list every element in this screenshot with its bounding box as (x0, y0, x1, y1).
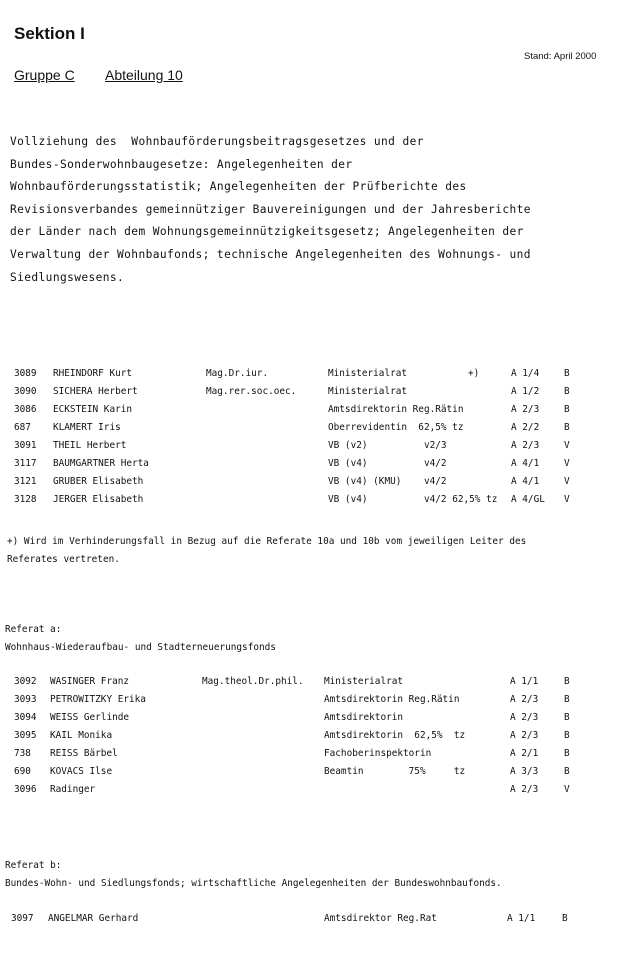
referat-a-label: Referat a: (5, 624, 62, 635)
staff-name: RHEINDORF Kurt (53, 368, 133, 379)
staff-grade: A 2/3 (511, 440, 540, 451)
staff-type: V (564, 494, 570, 505)
staff-name: REISS Bärbel (50, 748, 118, 759)
staff-function: VB (v2) (328, 440, 368, 451)
staff-function: Oberrevidentin 62,5% tz (328, 422, 464, 433)
staff-name: GRUBER Elisabeth (53, 476, 144, 487)
staff-extra: v4/2 62,5% tz (424, 494, 498, 505)
staff-type: B (564, 712, 570, 723)
staff-function: Ministerialrat (328, 368, 408, 379)
staff-type: B (564, 676, 570, 687)
group-heading: Gruppe C (14, 67, 75, 83)
staff-name: PETROWITZKY Erika (50, 694, 146, 705)
description-line: Wohnbauförderungsstatistik; Angelegenheiten der Prüfberichte des (10, 180, 467, 194)
staff-table-referat-a (0, 676, 634, 802)
status-date: Stand: April 2000 (524, 51, 597, 62)
staff-grade: A 2/1 (510, 748, 539, 759)
staff-row (0, 476, 634, 494)
staff-grade: A 4/1 (511, 476, 540, 487)
staff-row (0, 766, 634, 784)
staff-row (0, 676, 634, 694)
staff-row (0, 748, 634, 766)
staff-number: 3094 (14, 712, 37, 723)
staff-table-main (0, 368, 634, 512)
referat-b-label: Referat b: (5, 860, 62, 871)
staff-grade: A 1/1 (507, 913, 536, 924)
staff-number: 3128 (14, 494, 37, 505)
description-line: Verwaltung der Wohnbaufonds; technische Angelegenheiten des Wohnungs- und (10, 247, 531, 261)
staff-type: B (564, 694, 570, 705)
department-heading: Abteilung 10 (105, 67, 183, 83)
staff-row (0, 368, 634, 386)
staff-type: V (564, 476, 570, 487)
staff-grade: A 2/3 (510, 712, 539, 723)
staff-number: 3096 (14, 784, 37, 795)
staff-row (0, 440, 634, 458)
staff-grade: A 4/1 (511, 458, 540, 469)
staff-name: ANGELMAR Gerhard (48, 913, 139, 924)
staff-function: Ministerialrat (324, 676, 404, 687)
staff-type: B (564, 748, 570, 759)
staff-number: 3097 (11, 913, 34, 924)
staff-name: ECKSTEIN Karin (53, 404, 133, 415)
staff-number: 3091 (14, 440, 37, 451)
staff-row (0, 386, 634, 404)
staff-type: B (564, 422, 570, 433)
staff-name: Radinger (50, 784, 96, 795)
staff-extra: v4/2 (424, 458, 447, 469)
staff-grade: A 3/3 (510, 766, 539, 777)
staff-number: 3086 (14, 404, 37, 415)
responsibility-description (10, 131, 610, 289)
staff-name: KLAMERT Iris (53, 422, 121, 433)
staff-grade: A 2/3 (510, 694, 539, 705)
staff-grade: A 2/2 (511, 422, 540, 433)
description-line: Bundes-Sonderwohnbaugesetze: Angelegenheiten der (10, 157, 353, 171)
staff-number: 3117 (14, 458, 37, 469)
staff-type: B (564, 730, 570, 741)
section-title: Sektion I (14, 24, 85, 43)
staff-row (0, 913, 634, 931)
staff-name: THEIL Herbert (53, 440, 127, 451)
staff-title: Mag.rer.soc.oec. (206, 386, 297, 397)
staff-row (0, 404, 634, 422)
staff-row (0, 730, 634, 748)
staff-grade: A 2/3 (510, 730, 539, 741)
staff-function: Amtsdirektorin (324, 712, 404, 723)
staff-name: WEISS Gerlinde (50, 712, 130, 723)
description-line: Vollziehung des Wohnbauförderungsbeitragsgesetzes und der (10, 135, 424, 148)
staff-row (0, 694, 634, 712)
staff-number: 3092 (14, 676, 37, 687)
staff-row (0, 422, 634, 440)
staff-title: Mag.Dr.iur. (206, 368, 269, 379)
staff-number: 3090 (14, 386, 37, 397)
footnote-line: +) Wird im Verhinderungsfall in Bezug auf die Referate 10a und 10b vom jeweiligen Leiter des (7, 536, 527, 547)
staff-type: B (564, 404, 570, 415)
staff-grade: A 1/4 (511, 368, 540, 379)
staff-row (0, 494, 634, 512)
staff-grade: A 2/3 (511, 404, 540, 415)
staff-number: 687 (14, 422, 31, 433)
staff-function: Fachoberinspektorin (324, 748, 432, 759)
staff-function: VB (v4) (KMU) (328, 476, 402, 487)
staff-extra: +) (468, 368, 480, 379)
staff-function: Amtsdirektorin Reg.Rätin (324, 694, 460, 705)
staff-name: SICHERA Herbert (53, 386, 138, 397)
staff-type: B (564, 368, 570, 379)
staff-grade: A 1/2 (511, 386, 540, 397)
staff-number: 738 (14, 748, 31, 759)
staff-grade: A 1/1 (510, 676, 539, 687)
staff-number: 690 (14, 766, 31, 777)
staff-extra: v4/2 (424, 476, 447, 487)
staff-type: B (564, 386, 570, 397)
staff-name: WASINGER Franz (50, 676, 130, 687)
staff-function: Amtsdirektor Reg.Rat (324, 913, 437, 924)
staff-function: Beamtin 75% tz (324, 766, 466, 777)
staff-function: Ministerialrat (328, 386, 408, 397)
staff-number: 3093 (14, 694, 37, 705)
staff-name: KAIL Monika (50, 730, 113, 741)
staff-title: Mag.theol.Dr.phil. (202, 676, 304, 687)
description-line: Siedlungswesens. (10, 270, 125, 284)
staff-type: V (564, 458, 570, 469)
staff-number: 3095 (14, 730, 37, 741)
staff-row (0, 712, 634, 730)
footnote-line: Referates vertreten. (7, 554, 120, 565)
staff-name: BAUMGARTNER Herta (53, 458, 149, 469)
staff-number: 3121 (14, 476, 37, 487)
staff-type: B (564, 766, 570, 777)
staff-function: Amtsdirektorin Reg.Rätin (328, 404, 464, 415)
staff-extra: v2/3 (424, 440, 447, 451)
referat-b-heading (5, 857, 502, 893)
staff-type: B (562, 913, 568, 924)
referat-b-subject: Bundes-Wohn- und Siedlungsfonds; wirtschaftliche Angelegenheiten der Bundeswohnbaufonds. (5, 878, 502, 889)
staff-function: VB (v4) (328, 494, 368, 505)
staff-number: 3089 (14, 368, 37, 379)
referat-a-heading (5, 621, 276, 657)
staff-name: JERGER Elisabeth (53, 494, 144, 505)
staff-name: KOVACS Ilse (50, 766, 113, 777)
staff-grade: A 4/GL (511, 494, 545, 505)
description-line: der Länder nach dem Wohnungsgemeinnützigkeitsgesetz; Angelegenheiten der (10, 225, 524, 239)
staff-function: VB (v4) (328, 458, 368, 469)
staff-grade: A 2/3 (510, 784, 539, 795)
staff-row (0, 784, 634, 802)
footnote (7, 533, 607, 569)
referat-a-subject: Wohnhaus-Wiederaufbau- und Stadterneuerungsfonds (5, 642, 276, 653)
staff-table-referat-b (0, 913, 634, 931)
staff-row (0, 458, 634, 476)
staff-function: Amtsdirektorin 62,5% tz (324, 730, 466, 741)
staff-type: V (564, 440, 570, 451)
description-line: Revisionsverbandes gemeinnütziger Bauvereinigungen und der Jahresberichte (10, 202, 531, 216)
staff-type: V (564, 784, 570, 795)
